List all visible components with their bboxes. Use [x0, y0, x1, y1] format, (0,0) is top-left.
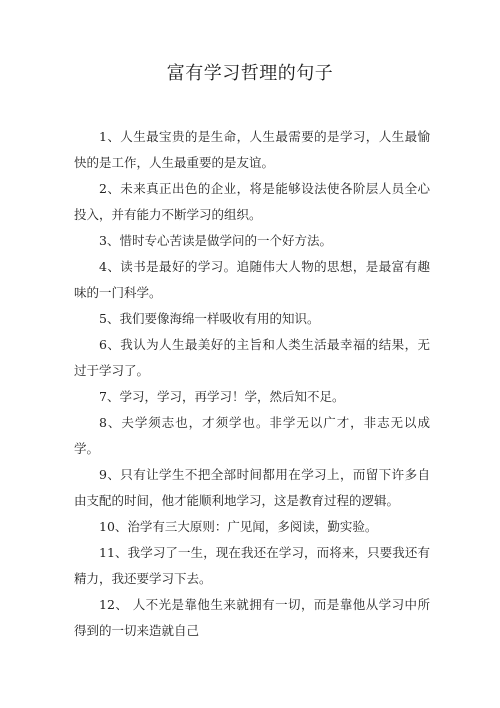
paragraph-6: 6、我认为人生最美好的主旨和人类生活最幸福的结果，无过于学习了。: [74, 337, 430, 378]
paragraph-2: 2、未来真正出色的企业，将是能够设法使各阶层人员全心投入，并有能力不断学习的组织。: [74, 181, 430, 222]
paragraph-3: 3、惜时专心苦读是做学问的一个好方法。: [99, 233, 332, 248]
paragraph-8: 8、夫学须志也，才须学也。非学无以广才，非志无以成学。: [74, 415, 430, 456]
paragraph-9: 9、只有让学生不把全部时间都用在学习上，而留下许多自由支配的时间，他才能顺利地学习，这是教育过程的逻辑。: [74, 467, 430, 508]
paragraph-1: 1、人生最宝贵的是生命，人生最需要的是学习，人生最愉快的是工作，人生最重要的是友谊。: [74, 129, 430, 170]
paragraph-11: 11、我学习了一生，现在我还在学习，而将来，只要我还有精力，我还要学习下去。: [74, 545, 430, 586]
document-title: 富有学习哲理的句子: [166, 63, 334, 84]
paragraph-7: 7、学习，学习，再学习！学，然后知不足。: [99, 389, 345, 404]
paragraph-5: 5、我们要像海绵一样吸收有用的知识。: [99, 311, 320, 326]
paragraph-12: 12、 人不光是靠他生来就拥有一切，而是靠他从学习中所得到的一切来造就自己: [74, 597, 430, 638]
document-body: [74, 124, 430, 644]
paragraph-10: 10、治学有三大原则：广见闻，多阅读，勤实验。: [99, 519, 378, 534]
paragraph-4: 4、读书是最好的学习。追随伟大人物的思想，是最富有趣味的一门科学。: [74, 259, 430, 300]
